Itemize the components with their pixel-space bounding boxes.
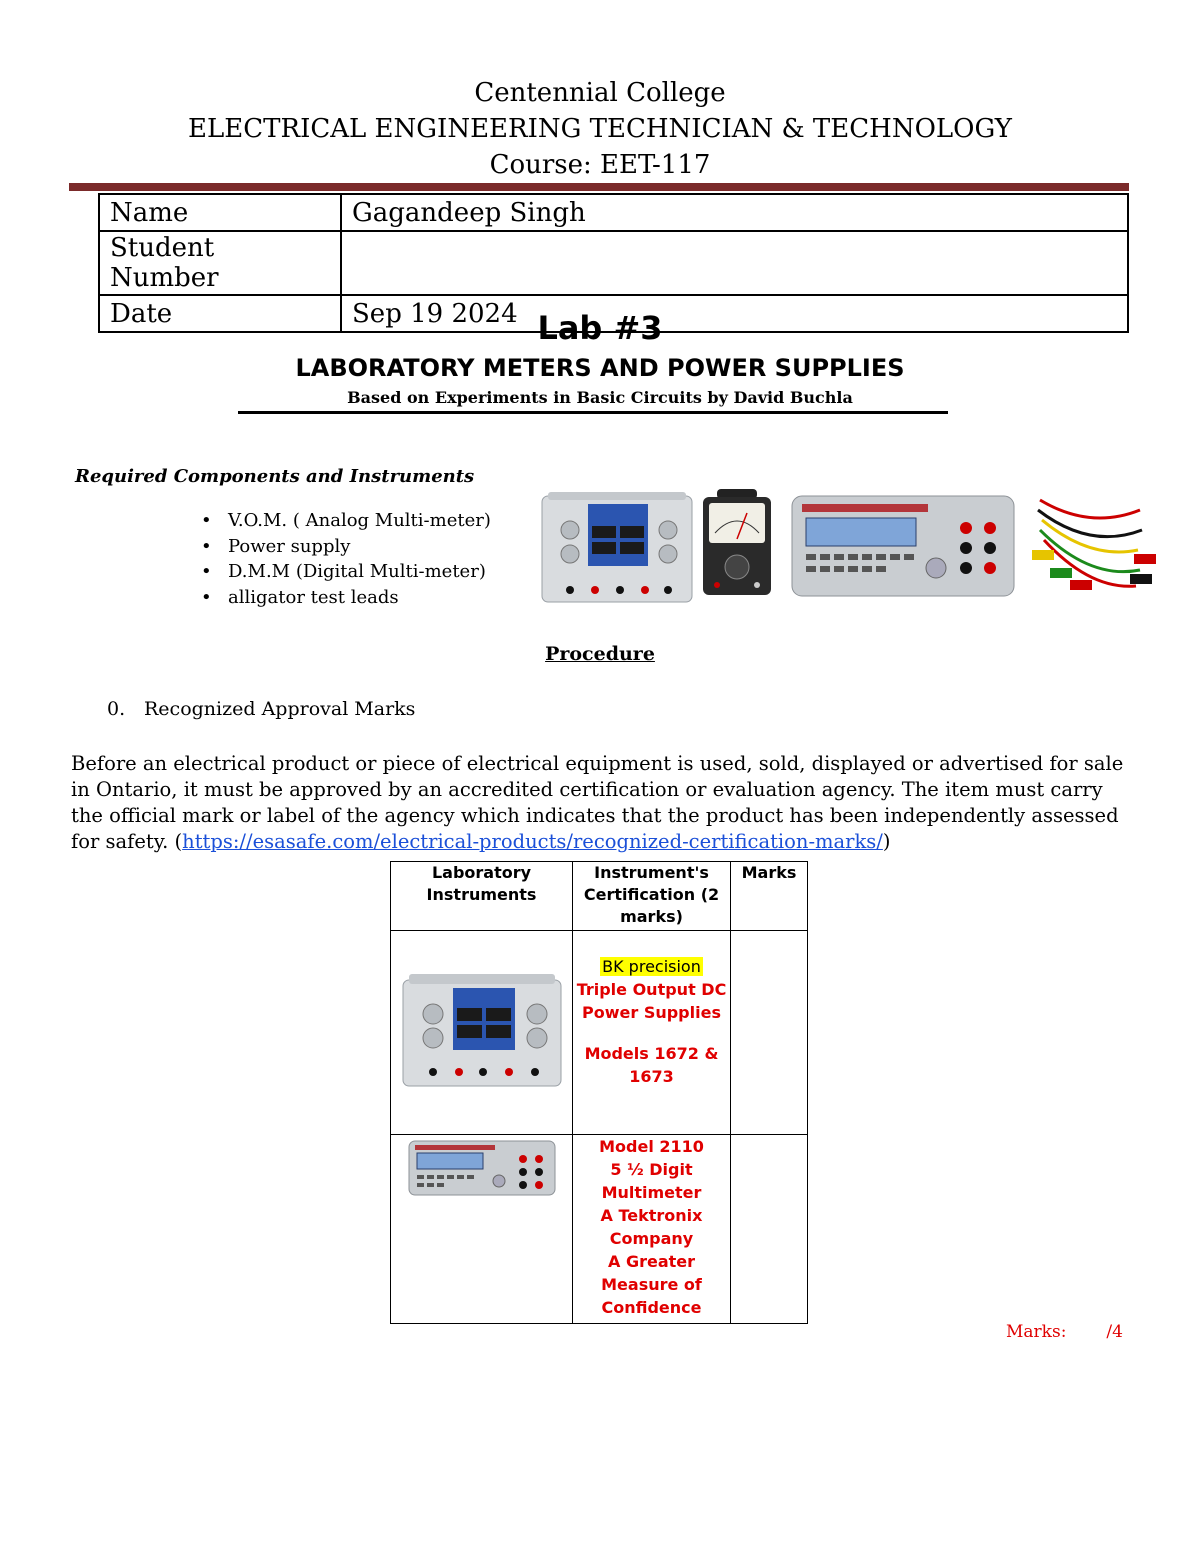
program-name: ELECTRICAL ENGINEERING TECHNICIAN & TECHNOLOGY	[188, 114, 1012, 144]
list-item	[201, 534, 491, 560]
digital-multimeter-image	[407, 1139, 557, 1197]
power-supply-image	[399, 972, 565, 1090]
power-supply-image	[540, 490, 694, 606]
table-header-row	[391, 862, 808, 931]
table-row	[391, 1135, 808, 1324]
header-divider	[69, 183, 1129, 191]
procedure-step	[107, 698, 415, 720]
lab-title: LABORATORY METERS AND POWER SUPPLIES	[295, 354, 905, 382]
alligator-leads-image	[1030, 490, 1160, 602]
required-list	[201, 508, 491, 610]
marks-total	[1006, 1322, 1123, 1342]
instrument-image-cell	[391, 931, 573, 1135]
list-item	[201, 508, 491, 534]
bullet-icon: •	[201, 561, 212, 582]
info-label: Date	[99, 295, 341, 332]
cert-text	[573, 955, 730, 978]
digital-multimeter-image	[790, 492, 1016, 600]
header-certification: Instrument's Certification (2 marks)	[573, 862, 731, 931]
bullet-icon: •	[201, 510, 212, 531]
info-value-name[interactable]: Gagandeep Singh	[341, 194, 1128, 231]
list-item-label: Power supply	[228, 535, 351, 557]
info-value-date[interactable]: Sep 19 2024	[341, 295, 1128, 332]
marks-cell[interactable]	[731, 931, 808, 1135]
lab-number: Lab #3	[537, 309, 663, 347]
highlight-brand: BK precision	[602, 957, 701, 976]
cert-text: A Greater Measure of Confidence	[601, 1252, 702, 1317]
esa-link[interactable]: https://esasafe.com/electrical-products/recognized-certification-marks/	[182, 830, 883, 853]
marks-label: Marks:	[1006, 1322, 1067, 1342]
course-code: Course: EET-117	[489, 150, 711, 180]
info-value-student-number[interactable]	[341, 231, 1128, 295]
required-heading: Required Components and Instruments	[75, 466, 475, 487]
info-label: Student Number	[99, 231, 341, 295]
cert-text: Model 2110	[599, 1137, 704, 1156]
college-name: Centennial College	[474, 78, 726, 108]
analog-multimeter-image	[701, 487, 773, 597]
list-item	[201, 585, 491, 611]
step-title: Recognized Approval Marks	[144, 698, 416, 720]
list-item-label: D.M.M (Digital Multi-meter)	[228, 561, 486, 582]
certification-cell	[573, 931, 731, 1135]
bullet-icon: •	[201, 535, 212, 557]
marks-cell[interactable]	[731, 1135, 808, 1324]
info-row-name	[99, 194, 1128, 231]
procedure-heading: Procedure	[545, 643, 655, 665]
approval-paragraph	[71, 751, 1136, 855]
table-row	[391, 931, 808, 1135]
cert-text: Models 1672 & 1673	[584, 1044, 719, 1086]
certification-cell	[573, 1135, 731, 1324]
list-item-label: V.O.M. ( Analog Multi-meter)	[228, 510, 491, 531]
list-item-label: alligator test leads	[228, 586, 399, 608]
paragraph-end: )	[882, 830, 891, 853]
cert-text: 5 ½ Digit Multimeter	[601, 1160, 702, 1202]
info-label: Name	[99, 194, 341, 231]
certification-table	[390, 861, 808, 1324]
step-number: 0.	[107, 698, 126, 720]
marks-value: /4	[1106, 1322, 1123, 1342]
title-rule	[238, 411, 948, 414]
lab-source: Based on Experiments in Basic Circuits by David Buchla	[347, 388, 853, 407]
paragraph-text: Before an electrical product or piece of electrical equipment is used, sold, displayed or advertised for sale in Ontario, it must be approved by an accredited certification or evaluation agency. The item must carry the official mark or label of the agency which indicates that the product has been independently assessed for safety. (	[71, 752, 1124, 853]
instrument-image-cell	[391, 1135, 573, 1324]
bullet-icon: •	[201, 586, 212, 608]
list-item	[201, 559, 491, 585]
cert-text: Triple Output DC Power Supplies	[576, 980, 727, 1022]
info-row-student-number	[99, 231, 1128, 295]
header-instruments: Laboratory Instruments	[391, 862, 573, 931]
cert-text: A Tektronix Company	[600, 1206, 703, 1248]
header-marks: Marks	[731, 862, 808, 931]
